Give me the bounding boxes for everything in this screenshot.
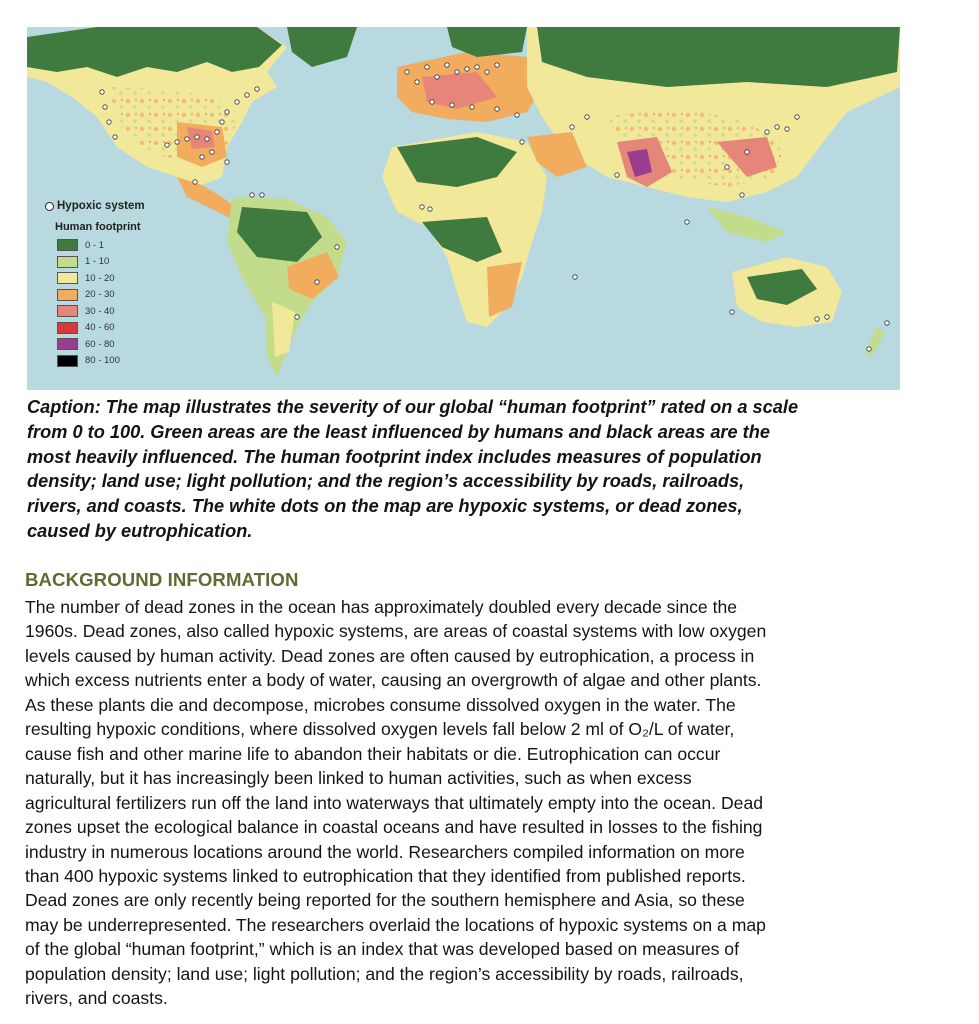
- legend-range: 10 - 20: [85, 272, 115, 284]
- legend-range: 40 - 60: [85, 322, 115, 334]
- paragraph-line: population density; land use; light pollution; and the region’s accessibility by roads, railroads,: [25, 963, 744, 984]
- legend-swatch: [57, 305, 78, 317]
- paragraph-line: naturally, but it has increasingly been linked to human activities, such as when excess: [25, 768, 692, 789]
- paragraph-line: Dead zones are only recently being reported for the southern hemisphere and Asia, so these: [25, 890, 745, 911]
- map-legend: [45, 200, 145, 369]
- legend-item: [57, 270, 145, 287]
- legend-item: [57, 237, 145, 254]
- caption-line: rivers, and coasts. The white dots on the map are hypoxic systems, or dead zones,: [27, 496, 743, 517]
- legend-range: 60 - 80: [85, 338, 115, 350]
- paragraph-line: industry in numerous locations around the world. Researchers compiled information on more: [25, 841, 745, 862]
- paragraph-line: cause fish and other marine life to abandon their habitats or die. Eutrophication can occur: [25, 743, 721, 764]
- legend-range: 30 - 40: [85, 305, 115, 317]
- legend-item: [57, 254, 145, 271]
- paragraph-line: 1960s. Dead zones, also called hypoxic systems, are areas of coastal systems with low oxygen: [25, 621, 767, 642]
- world-map: [27, 27, 900, 390]
- paragraph-line: As these plants die and decompose, microbes consume dissolved oxygen in the water. The: [25, 694, 736, 715]
- caption-line: density; land use; light pollution; and the region’s accessibility by roads, railroads,: [27, 471, 745, 492]
- caption-line: caused by eutrophication.: [27, 520, 253, 541]
- paragraph-line: zones upset the ecological balance in coastal oceans and have resulted in losses to the fishing: [25, 817, 763, 838]
- legend-list: [57, 237, 145, 369]
- paragraph-line: may be underrepresented. The researchers overlaid the locations of hypoxic systems on a map: [25, 914, 766, 935]
- legend-swatch: [57, 322, 78, 334]
- hypoxic-legend-label: Hypoxic system: [57, 200, 145, 212]
- legend-range: 0 - 1: [85, 239, 105, 251]
- paragraph-line: which excess nutrients enter a body of water, causing an overgrowth of algae and other plants.: [25, 670, 762, 691]
- legend-item: [57, 303, 145, 320]
- paragraph-line: levels caused by human activity. Dead zones are often caused by eutrophication, a process in: [25, 645, 755, 666]
- world-map-figure: [27, 27, 900, 390]
- paragraph-line: of the global “human footprint,” which is an index that was developed based on measures of: [25, 939, 739, 960]
- background-paragraph: [25, 595, 915, 1011]
- hypoxic-dot-icon: [45, 202, 54, 211]
- legend-title: Human footprint: [55, 221, 141, 233]
- legend-swatch: [57, 272, 78, 284]
- map-caption: [27, 395, 927, 544]
- paragraph-line: agricultural fertilizers run off the land into waterways that ultimately empty into the ocean. Dead: [25, 792, 764, 813]
- legend-swatch: [57, 338, 78, 350]
- legend-range: 80 - 100: [85, 355, 120, 367]
- hypoxic-legend-item: [45, 200, 145, 212]
- legend-swatch: [57, 355, 78, 367]
- paragraph-line: than 400 hypoxic systems linked to eutrophication that they identified from published reports.: [25, 865, 746, 886]
- paragraph-line: The number of dead zones in the ocean has approximately doubled every decade since the: [25, 597, 738, 617]
- caption-line: most heavily influenced. The human footprint index includes measures of population: [27, 446, 762, 467]
- legend-swatch: [57, 256, 78, 268]
- legend-swatch: [57, 289, 78, 301]
- legend-range: 1 - 10: [85, 256, 110, 268]
- caption-line: Caption: The map illustrates the severity of our global “human footprint” rated on a scale: [27, 397, 799, 417]
- caption-line: from 0 to 100. Green areas are the least influenced by humans and black areas are the: [27, 421, 770, 442]
- legend-item: [57, 287, 145, 304]
- paragraph-line: rivers, and coasts.: [25, 988, 168, 1009]
- legend-item: [57, 353, 145, 370]
- paragraph-line: resulting hypoxic conditions, where dissolved oxygen levels fall below 2 ml of O₂/L of water,: [25, 719, 735, 740]
- legend-swatch: [57, 239, 78, 251]
- background-heading: BACKGROUND INFORMATION: [25, 569, 299, 590]
- legend-item: [57, 336, 145, 353]
- legend-item: [57, 320, 145, 337]
- legend-range: 20 - 30: [85, 289, 115, 301]
